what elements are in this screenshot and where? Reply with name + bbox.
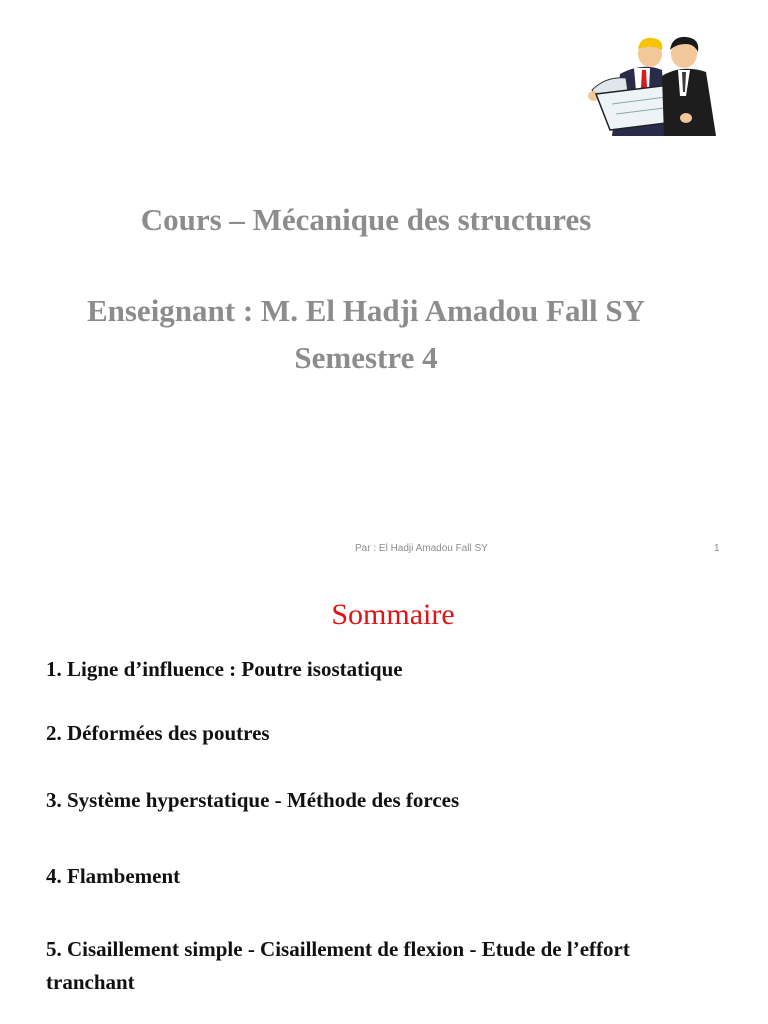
summary-title: Sommaire xyxy=(331,598,455,631)
engineers-clipart xyxy=(582,34,732,140)
semester-label: Semestre 4 xyxy=(294,340,438,375)
page-number: 1 xyxy=(714,543,720,554)
course-title: Cours – Mécanique des structures xyxy=(140,202,592,237)
teacher-name: Enseignant : M. El Hadji Amadou Fall SY xyxy=(86,293,646,328)
summary-item: 3. Système hyperstatique - Méthode des forces xyxy=(46,788,460,812)
summary-item: 2. Déformées des poutres xyxy=(46,721,270,745)
summary-item: 1. Ligne d’influence : Poutre isostatique xyxy=(46,657,403,681)
footer-author: Par : El Hadji Amadou Fall SY xyxy=(355,543,488,554)
summary-item: 5. Cisaillement simple - Cisaillement de flexion - Etude de l’effort tranchant xyxy=(46,937,630,994)
summary-item: 4. Flambement xyxy=(46,864,181,888)
summary-slide xyxy=(0,575,768,1024)
